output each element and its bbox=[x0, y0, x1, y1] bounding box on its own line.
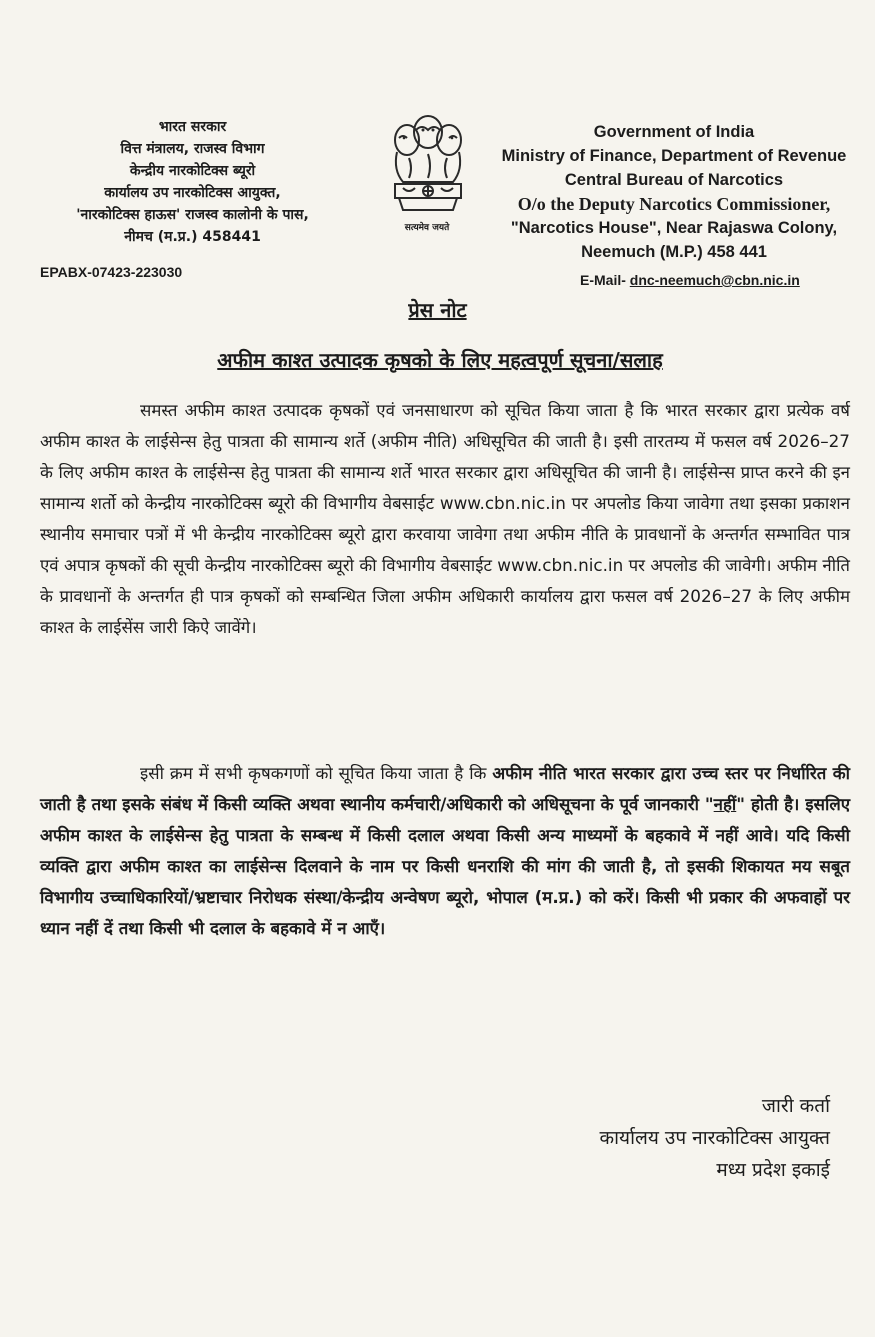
header-hindi bbox=[20, 116, 365, 248]
signature-issuer: जारी कर्ता bbox=[761, 1095, 830, 1117]
header-english-line: Central Bureau of Narcotics bbox=[564, 171, 784, 189]
header-hindi-line: 'नारकोटिक्स हाऊस' राजस्व कालोनी के पास, bbox=[76, 207, 309, 223]
email-row bbox=[580, 272, 800, 288]
paragraph-1: समस्त अफीम काश्त उत्पादक कृषकों एवं जनसाधारण को सूचित किया जाता है कि भारत सरकार द्वारा प्रत्येक वर्ष अफीम काश्त के लाईसेन्स हेतु पात्रता की सामान्य शर्ते (अफीम नीति) अधिसूचित की जाती है। इसी तारतम्य में फसल वर्ष 2026–27 के लिए अफीम काश्त के लाईसेन्स हेतु पात्रता की सामान्य शर्ते भारत सरकार द्वारा अधिसूचित की जानी है। लाईसेन्स प्राप्त करने की इन सामान्य शर्तो को केन्द्रीय नारकोटिक्स ब्यूरो की विभागीय वेबसाईट www.cbn.nic.in पर अपलोड किया जावेगा तथा इसका प्रकाशन स्थानीय समाचार पत्रों में भी केन्द्रीय नारकोटिक्स ब्यूरो द्वारा करवाया जावेगा तथा अफीम नीति के प्रावधानों के अन्तर्गत सम्भावित पात्र एवं अपात्र कृषकों की सूची केन्द्रीय नारकोटिक्स ब्यूरो की विभागीय वेबसाईट www.cbn.nic.in पर अपलोड की जावेगी। अफीम नीति के प्रावधानों के अन्तर्गत ही पात्र कृषकों को सम्बन्धित जिला अफीम अधिकारी कार्यालय द्वारा फसल वर्ष 2026–27 के लिए अफीम काश्त के लाईसेंस जारी किऐ जावेंगे। bbox=[40, 400, 850, 637]
header-english bbox=[478, 120, 870, 264]
signature-office: कार्यालय उप नारकोटिक्स आयुक्त bbox=[599, 1127, 830, 1149]
paragraph-2-bold: अफीम नीति भारत सरकार द्वारा उच्च स्तर पर निर्धारित की जाती है तथा इसके संबंध में किसी व्यक्ति अथवा स्थानीय कर्मचारी/अधिकारी को अधिसूचना के पूर्व जानकारी " bbox=[40, 763, 850, 814]
emblem-motto: सत्यमेव जयते bbox=[404, 223, 450, 233]
paragraph-2-intro: इसी क्रम में सभी कृषकगणों को सूचित किया जाता है कि bbox=[140, 763, 493, 783]
email-address: dnc-neemuch@cbn.nic.in bbox=[629, 272, 800, 288]
header-hindi-line: नीमच (म.प्र.) 458441 bbox=[124, 229, 261, 245]
header-hindi-line: केन्द्रीय नारकोटिक्स ब्यूरो bbox=[129, 163, 256, 179]
header-hindi-line: कार्यालय उप नारकोटिक्स आयुक्त, bbox=[104, 185, 281, 201]
header-english-line: "Narcotics House", Near Rajaswa Colony, bbox=[510, 219, 838, 237]
header-english-line: Ministry of Finance, Department of Revenue bbox=[501, 147, 847, 165]
paragraph-2-bold-rest: " होती है। इसलिए अफीम काश्त के लाईसेन्स हेतु पात्रता के सम्बन्ध में किसी दलाल अथवा किसी अन्य माध्यमों के बहकावे में नहीं आवे। यदि किसी व्यक्ति द्वारा अफीम काश्त का लाईसेन्स दिलवाने के नाम पर किसी धनराशि की मांग की जाती है, तो इसकी शिकायत मय सबूत विभागीय उच्चाधिकारियों/भ्रष्टाचार निरोधक संस्था/केन्द्रीय अन्वेषण ब्यूरो, भोपाल (म.प्र.) को करें। किसी भी प्रकार की अफवाहों पर ध्यान नहीं दें तथा किसी भी दलाल के बहकावे में न आएँ। bbox=[40, 794, 850, 938]
paragraph-2-emphasis: नहीं bbox=[713, 794, 737, 814]
header-hindi-line: भारत सरकार bbox=[158, 119, 227, 135]
email-label: E-Mail- bbox=[580, 272, 626, 288]
header-english-line: Neemuch (M.P.) 458 441 bbox=[581, 243, 767, 261]
notice-title: अफीम काश्त उत्पादक कृषको के लिए महत्वपूर्ण सूचना/सलाह bbox=[217, 348, 663, 372]
header-english-line: O/o the Deputy Narcotics Commissioner, bbox=[517, 194, 831, 214]
ashoka-emblem-icon bbox=[385, 108, 471, 238]
press-note-heading: प्रेस नोट bbox=[408, 298, 467, 322]
epabx-number: EPABX-07423-223030 bbox=[40, 264, 183, 280]
signature-unit: मध्य प्रदेश इकाई bbox=[716, 1159, 830, 1181]
header-english-line: Government of India bbox=[593, 123, 755, 141]
signature-block bbox=[600, 1090, 830, 1186]
paragraph-2 bbox=[40, 758, 850, 944]
header-hindi-line: वित्त मंत्रालय, राजस्व विभाग bbox=[120, 141, 265, 157]
